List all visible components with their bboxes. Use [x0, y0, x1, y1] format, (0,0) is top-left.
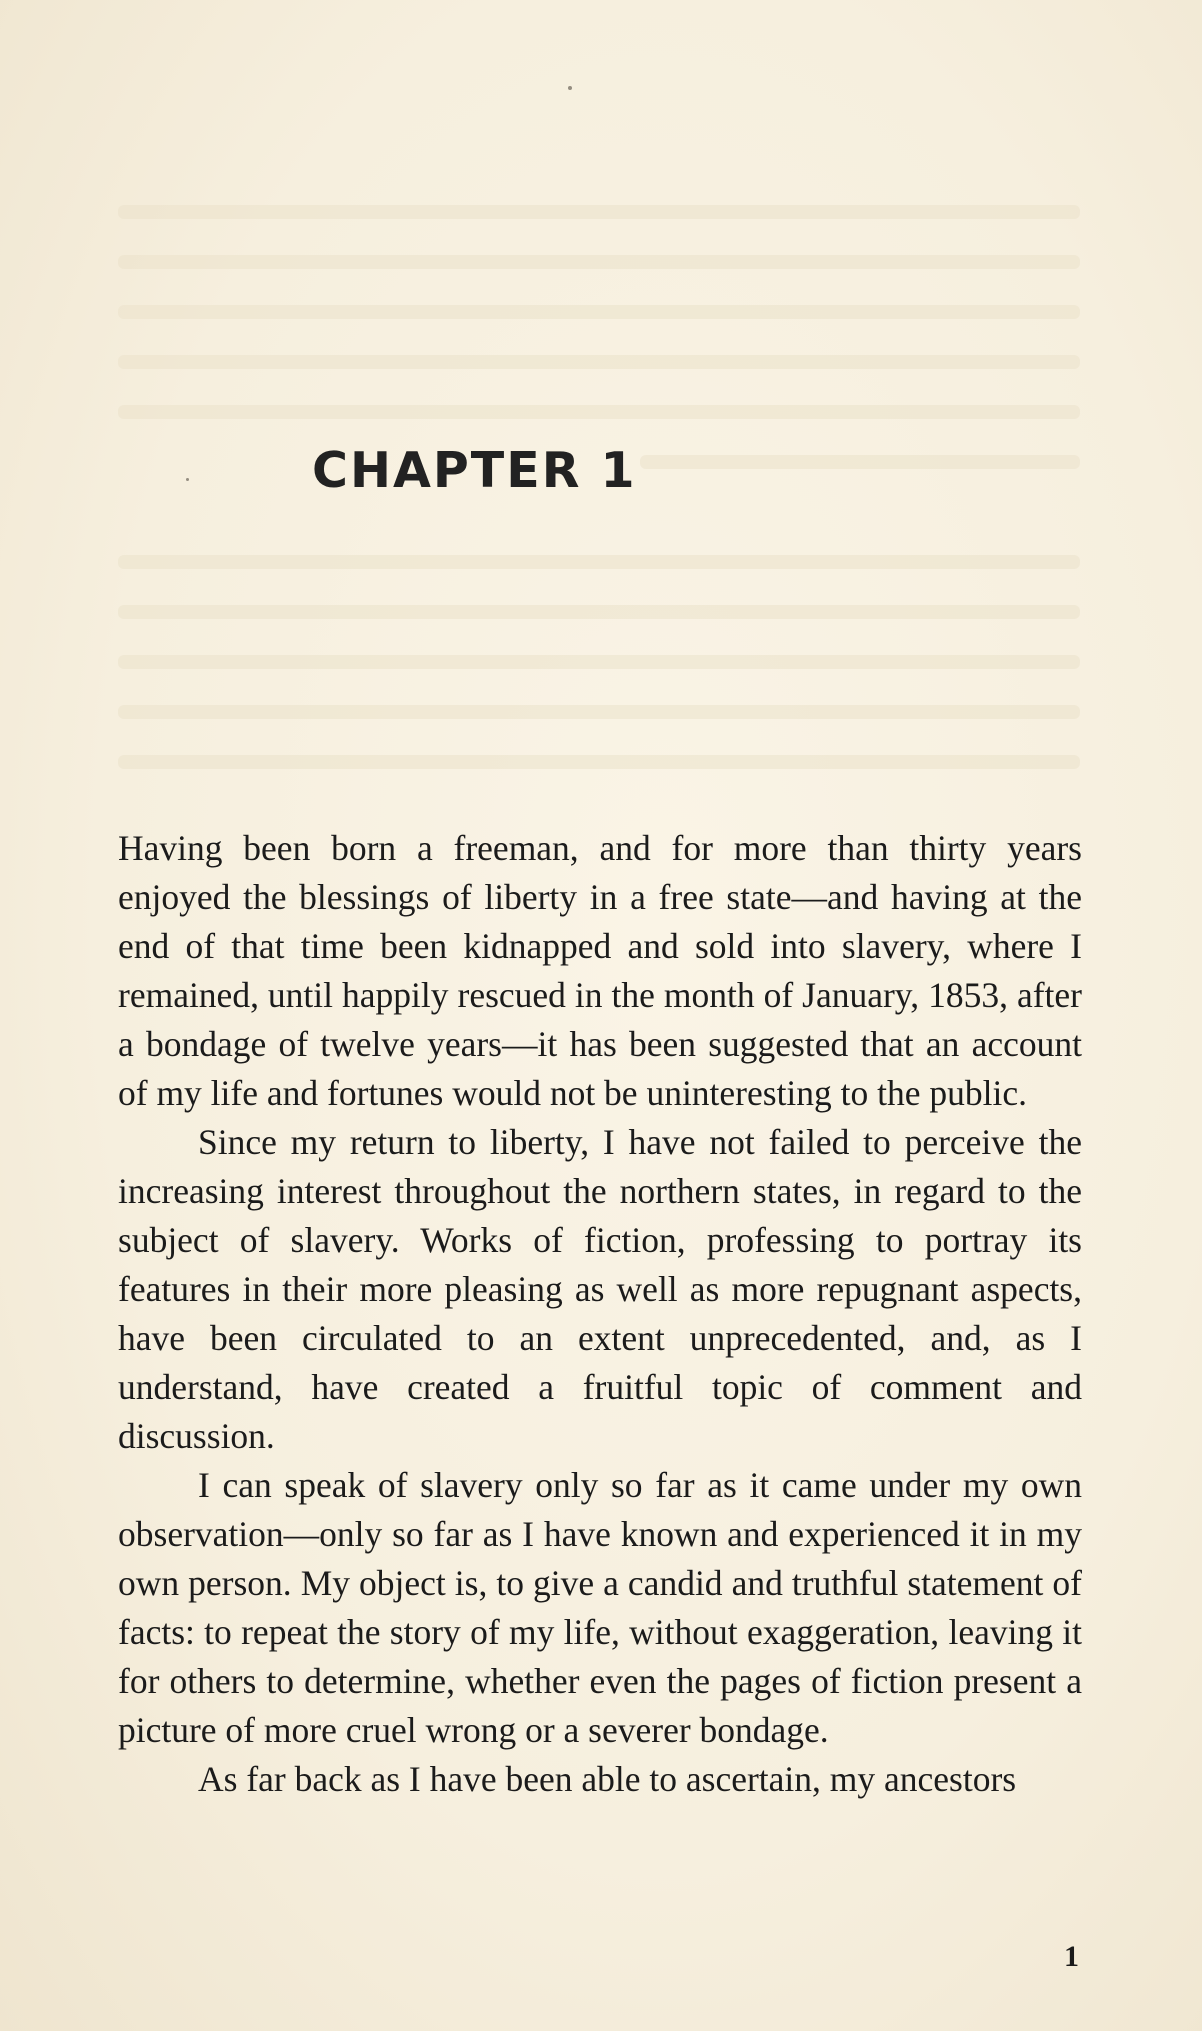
show-through-line — [118, 405, 1080, 419]
scan-speck — [186, 478, 189, 481]
show-through-line — [118, 305, 1080, 319]
show-through-line — [118, 355, 1080, 369]
show-through-line — [118, 205, 1080, 219]
paragraph: Since my return to liberty, I have not failed to perceive the increasing interest throughout the northern states, in regard to the subject of slavery. Works of fiction, professing to portray its features in their more pleasing as well as more repugnant aspects, have been circulated to an extent unprecedented, and, as I understand, have created a fruitful topic of comment and discussion. — [118, 1122, 1082, 1456]
show-through-line — [118, 755, 1080, 769]
show-through-line — [640, 455, 1080, 469]
page-number: 1 — [1064, 1940, 1079, 1973]
paragraph: As far back as I have been able to ascertain, my ancestors — [198, 1759, 1017, 1799]
paragraph: I can speak of slavery only so far as it came under my own observation—only so far as I have known and experienced it in my own person. My object is, to give a candid and truthful statement of facts: to repeat the story of my life, without exaggeration, leaving it for others to determine, whether even the pages of fiction present a picture of more cruel wrong or a severer bondage. — [118, 1465, 1082, 1750]
chapter-heading: CHAPTER 1 — [312, 442, 637, 499]
show-through-line — [118, 655, 1080, 669]
paragraph: Having been born a freeman, and for more than thirty years enjoyed the blessings of liberty in a free state—and having at the end of that time been kidnapped and sold into slavery, where I remained, until happily rescued in the month of January, 1853, after a bondage of twelve years—it has been suggested that an account of my life and fortunes would not be uninteresting to the public. — [118, 828, 1082, 1113]
body-text — [118, 824, 1082, 1804]
scan-speck — [568, 86, 572, 90]
show-through-line — [118, 555, 1080, 569]
show-through-line — [118, 705, 1080, 719]
show-through-line — [118, 605, 1080, 619]
show-through-line — [118, 255, 1080, 269]
